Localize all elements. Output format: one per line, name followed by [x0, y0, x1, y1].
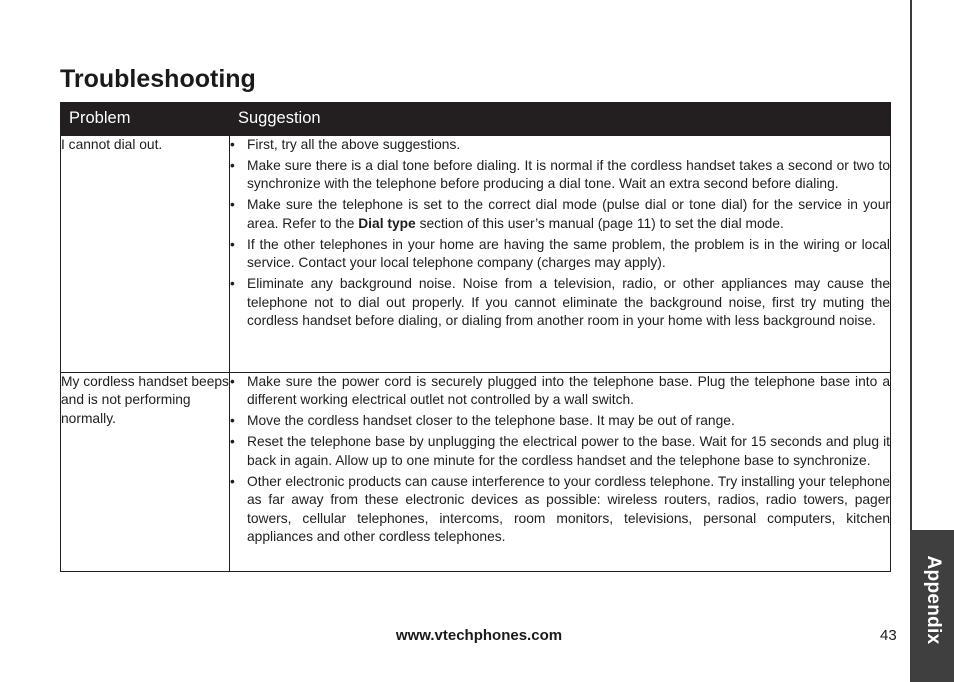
side-rule [910, 0, 912, 530]
bullet-icon: • [230, 473, 235, 489]
suggestion-text: Make sure the telephone is set to the correct dial mode (pulse dial or tone dial) for the service in your area. Refer to the [247, 197, 890, 231]
suggestion-text: Eliminate any background noise. Noise from a television, radio, or other appliances may cause the telephone not to dial out properly. If you cannot eliminate the background noise, first try muting the cordless handset before dialing, or dialing from another room in your home with less background noise. [247, 276, 890, 329]
suggestion-text: section of this user’s manual (page 11) to set the dial mode. [415, 215, 784, 231]
suggestion-item [230, 473, 890, 547]
suggestion-item [230, 412, 890, 430]
header-problem: Problem [61, 102, 230, 136]
suggestion-item [230, 196, 890, 233]
problem-cell: I cannot dial out. [61, 136, 230, 373]
bullet-icon: • [230, 374, 235, 389]
suggestion-text: Make sure there is a dial tone before dialing. It is normal if the cordless handset takes a second or two to synchronize with the telephone before producing a dial tone. Wait an extra second before dialing. [247, 158, 890, 192]
table-row [61, 136, 891, 373]
bullet-icon: • [230, 137, 235, 152]
suggestion-list [230, 136, 890, 330]
bullet-icon: • [230, 197, 235, 213]
suggestion-text: Move the cordless handset closer to the telephone base. It may be out of range. [247, 413, 735, 429]
page-number: 43 [880, 627, 897, 644]
suggestion-cell [230, 373, 891, 572]
bullet-icon: • [230, 434, 235, 450]
bullet-icon: • [230, 236, 235, 252]
header-suggestion: Suggestion [230, 102, 891, 136]
appendix-tab-label: Appendix [923, 555, 944, 645]
suggestion-item [230, 373, 890, 410]
problem-cell: My cordless handset beeps and is not performing normally. [61, 373, 230, 572]
bullet-icon: • [230, 413, 235, 429]
suggestion-list [230, 373, 890, 546]
bullet-icon: • [230, 158, 235, 173]
suggestion-text: First, try all the above suggestions. [247, 137, 461, 152]
suggestion-text: Other electronic products can cause interference to your cordless telephone. Try installing your telephone as far away from these electronic devices as possible: wireless routers, radios, radio towers, pager towers, cellular telephones, intercoms, room monitors, televisions, personal computers, kitchen appliances and other cordless telephones. [247, 473, 890, 545]
suggestion-text: Reset the telephone base by unplugging the electrical power to the base. Wait for 15 seconds and plug it back in again. Allow up to one minute for the cordless handset and the telephone base to synchronize. [247, 434, 890, 468]
suggestion-item [230, 433, 890, 470]
suggestion-item [230, 275, 890, 330]
table-row [61, 373, 891, 572]
footer-url: www.vtechphones.com [395, 627, 563, 644]
suggestion-item [230, 236, 890, 273]
table-header-row [61, 102, 891, 136]
suggestion-item [230, 157, 890, 194]
suggestion-text: If the other telephones in your home are having the same problem, the problem is in the wiring or local service. Contact your local telephone company (charges may apply). [247, 236, 890, 271]
suggestion-text: Make sure the power cord is securely plugged into the telephone base. Plug the telephone base into a different working electrical outlet not controlled by a wall switch. [247, 374, 890, 408]
suggestion-cell [230, 136, 891, 373]
page-title: Troubleshooting [60, 65, 256, 93]
troubleshooting-table [60, 102, 891, 572]
emphasis-text: Dial type [358, 215, 416, 231]
suggestion-item [230, 136, 890, 154]
bullet-icon: • [230, 276, 235, 292]
